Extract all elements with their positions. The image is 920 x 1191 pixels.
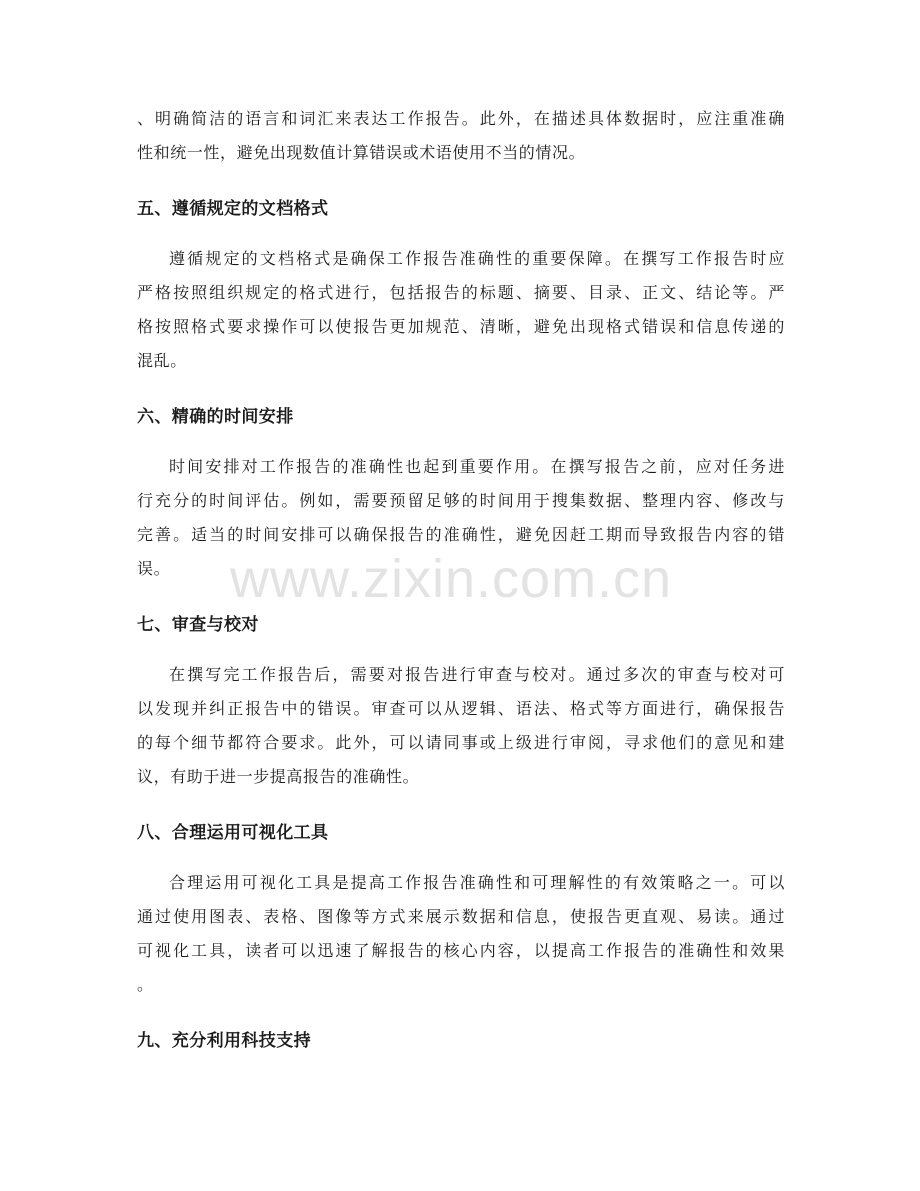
- section-heading-7: 七、审查与校对: [137, 615, 259, 635]
- text-line: 以发现并纠正报告中的错误。审查可以从逻辑、语法、格式等方面进行，确保报告: [137, 699, 785, 718]
- paragraph-intro-continued: [137, 102, 785, 170]
- section-heading-8: 八、合理运用可视化工具: [137, 823, 329, 843]
- text-line: 、明确简洁的语言和词汇来表达工作报告。此外，在描述具体数据时，应注重准确: [137, 109, 785, 128]
- text-line: 误。: [137, 559, 171, 578]
- text-line: 的每个细节都符合要求。此外，可以请同事或上级进行审阅，寻求他们的意见和建: [137, 733, 785, 752]
- text-line: 格按照格式要求操作可以使报告更加规范、清晰，避免出现格式错误和信息传递的: [137, 317, 785, 336]
- text-line: 议，有助于进一步提高报告的准确性。: [137, 767, 420, 786]
- paragraph-section-7: [137, 658, 785, 794]
- text-line: 通过使用图表、表格、图像等方式来展示数据和信息，使报告更直观、易读。通过: [137, 907, 785, 926]
- text-line: 混乱。: [137, 351, 187, 370]
- text-line: 性和统一性，避免出现数值计算错误或术语使用不当的情况。: [137, 143, 586, 162]
- paragraph-section-6: [137, 450, 785, 586]
- paragraph-section-5: [137, 242, 785, 378]
- text-line: 。: [137, 975, 154, 994]
- section-heading-9: 九、充分利用科技支持: [137, 1031, 311, 1051]
- text-line: 严格按照组织规定的格式进行，包括报告的标题、摘要、目录、正文、结论等。严: [137, 283, 785, 302]
- paragraph-section-8: [137, 866, 785, 1002]
- text-line: 在撰写完工作报告后，需要对报告进行审查与校对。通过多次的审查与校对可: [169, 665, 785, 684]
- text-line: 合理运用可视化工具是提高工作报告准确性和可理解性的有效策略之一。可以: [169, 873, 785, 892]
- section-heading-5: 五、遵循规定的文档格式: [137, 199, 329, 219]
- text-line: 时间安排对工作报告的准确性也起到重要作用。在撰写报告之前，应对任务进: [169, 457, 785, 476]
- watermark: www.zixin.com.cn: [230, 549, 673, 609]
- text-line: 完善。适当的时间安排可以确保报告的准确性，避免因赶工期而导致报告内容的错: [137, 525, 785, 544]
- text-line: 遵循规定的文档格式是确保工作报告准确性的重要保障。在撰写工作报告时应: [169, 249, 785, 268]
- text-line: 可视化工具，读者可以迅速了解报告的核心内容，以提高工作报告的准确性和效果: [137, 941, 785, 960]
- section-heading-6: 六、精确的时间安排: [137, 407, 294, 427]
- text-line: 行充分的时间评估。例如，需要预留足够的时间用于搜集数据、整理内容、修改与: [137, 491, 785, 510]
